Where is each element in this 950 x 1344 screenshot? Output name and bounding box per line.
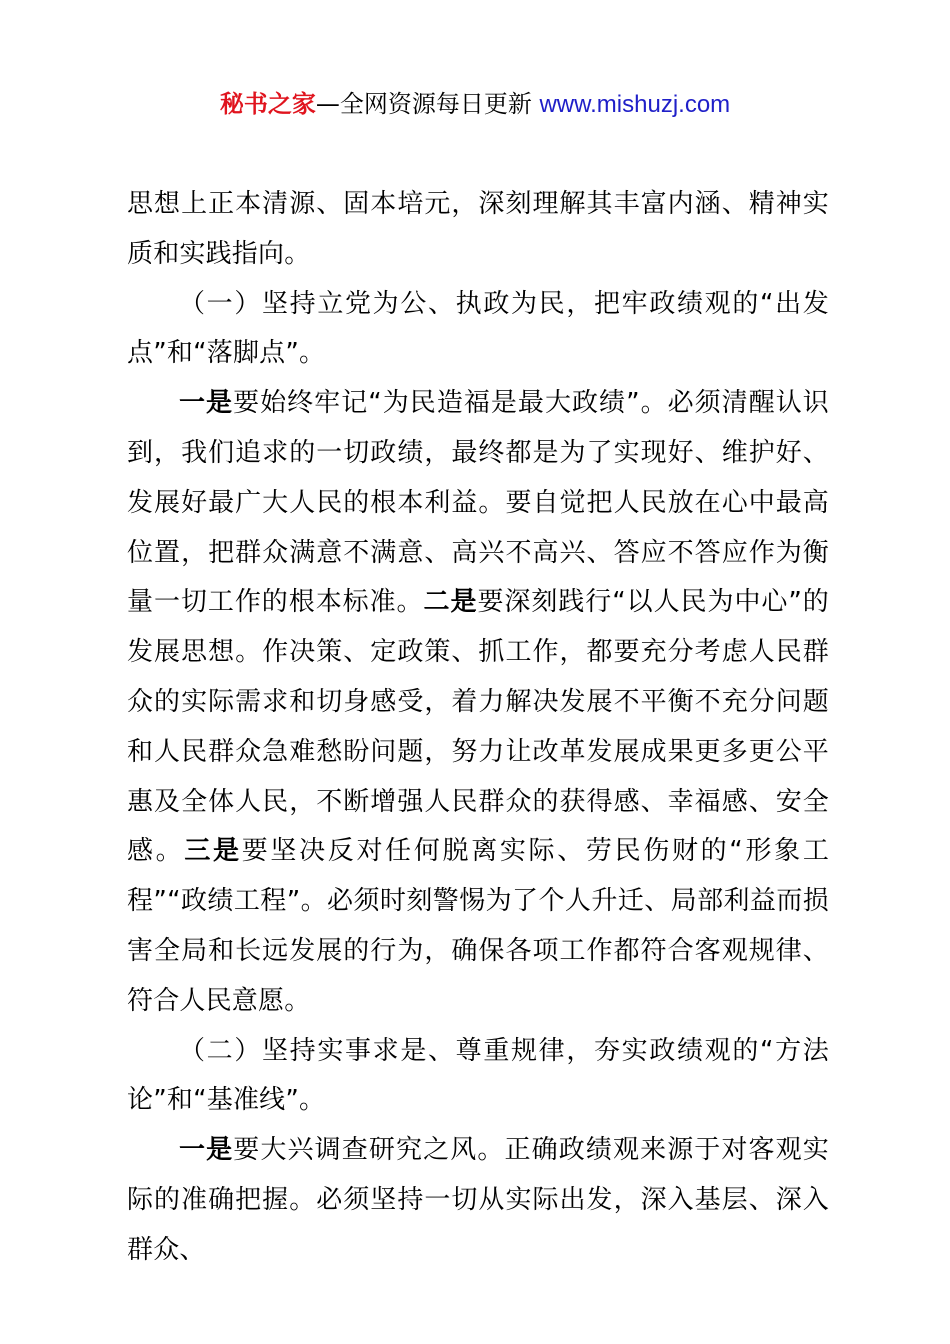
paragraph-text: 要深刻践行“以人民为中心”的发展思想。作决策、定政策、抓工作，都要充分考虑人民群众的实际需求和切身感受，着力解决发展不平衡不充分问题和人民群众急难愁盼问题，努力让改革发展成果更多更公平惠及全体人民，不断增强人民群众的获得感、幸福感、安全感。 (127, 587, 829, 867)
point-lead: 二是 (423, 587, 478, 618)
paragraph-points-2 (127, 1126, 829, 1275)
paragraph-text: 要坚决反对任何脱离实际、劳民伤财的“形象工程”“政绩工程”。必须时刻警惕为了个人升迁、局部利益而损害全局和长远发展的行为，确保各项工作都符合客观规律、符合人民意愿。 (127, 836, 830, 1016)
site-url-link[interactable]: www.mishuzj.com (539, 91, 731, 118)
point-lead: 一是 (179, 1135, 234, 1166)
section-heading-text: （二）坚持实事求是、尊重规律，夯实政绩观的“方法论”和“基准线”。 (127, 1035, 829, 1116)
paragraph-points-1 (127, 379, 829, 1026)
page-header (0, 86, 950, 123)
document-body (127, 180, 829, 1276)
section-heading-text: （一）坚持立党为公、执政为民，把牢政绩观的“出发点”和“落脚点”。 (127, 288, 829, 369)
brand-name: 秘书之家 (219, 90, 316, 118)
section-heading-2 (127, 1027, 829, 1127)
point-lead: 一是 (179, 388, 234, 419)
section-heading-1 (127, 280, 829, 380)
paragraph-text: 要大兴调查研究之风。正确政绩观来源于对客观实际的准确把握。必须坚持一切从实际出发，深入基层、深入群众、 (127, 1135, 829, 1265)
paragraph-continuation (127, 180, 829, 280)
point-lead: 三是 (184, 836, 242, 867)
header-slogan: —全网资源每日更新 (315, 90, 540, 118)
paragraph-text: 要始终牢记“为民造福是最大政绩”。必须清醒认识到，我们追求的一切政绩，最终都是为了实现好、维护好、发展好最广大人民的根本利益。要自觉把人民放在心中最高位置，把群众满意不满意、高兴不高兴、答应不答应作为衡量一切工作的根本标准。 (127, 388, 829, 618)
paragraph-text: 思想上正本清源、固本培元，深刻理解其丰富内涵、精神实质和实践指向。 (127, 189, 829, 269)
